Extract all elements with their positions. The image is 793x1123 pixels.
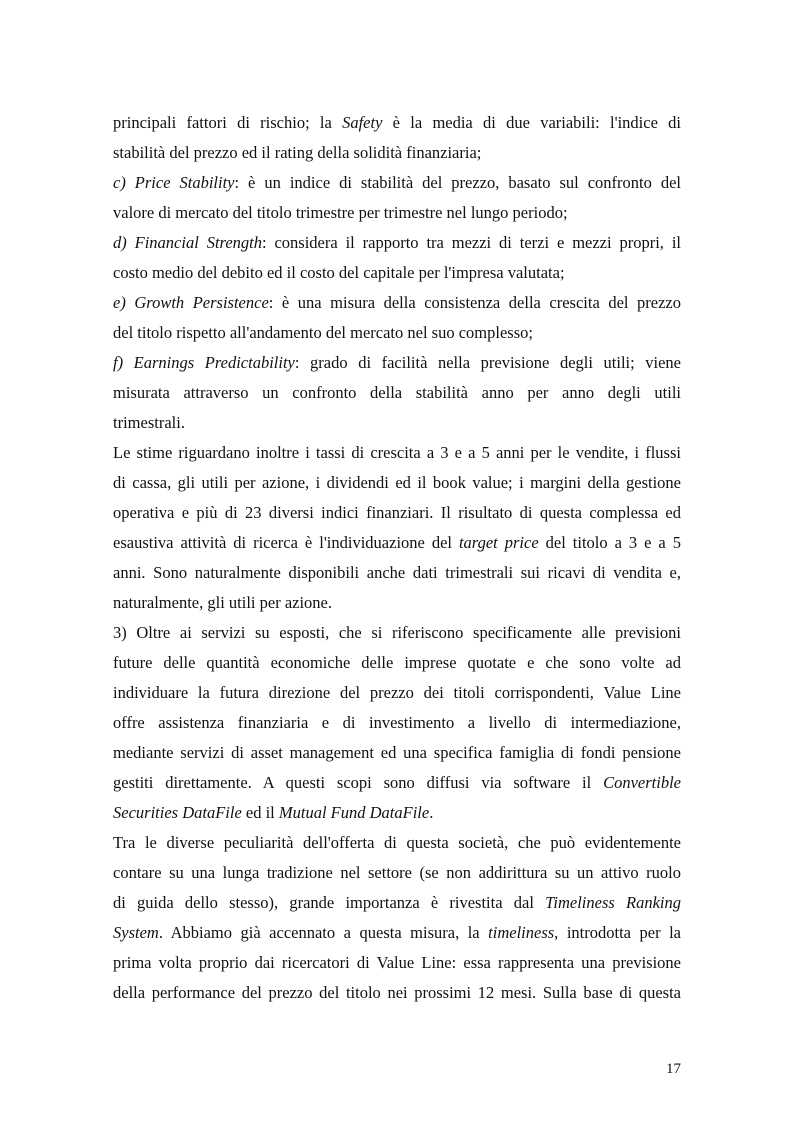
text-segment: della performance del prezzo del titolo nei prossimi 12 mesi. Sulla base di questa (113, 983, 681, 1002)
text-segment: offre assistenza finanziaria e di investimento a livello di intermediazione, (113, 713, 681, 732)
text-segment: : considera il rapporto tra mezzi di terzi e mezzi propri, il (262, 233, 681, 252)
text-line (113, 498, 681, 528)
text-line (113, 918, 681, 948)
text-segment: costo medio del debito ed il costo del capitale per l'impresa valutata; (113, 263, 565, 282)
text-line (113, 198, 681, 228)
italic-term: System (113, 923, 159, 942)
text-line (113, 108, 681, 138)
text-segment: individuare la futura direzione del prezzo dei titoli corrispondenti, Value Line (113, 683, 681, 702)
text-line (113, 348, 681, 378)
text-line (113, 288, 681, 318)
text-line (113, 978, 681, 1008)
text-segment: operativa e più di 23 diversi indici finanziari. Il risultato di questa complessa ed (113, 503, 681, 522)
text-line (113, 558, 681, 588)
italic-term: Mutual Fund DataFile (278, 803, 430, 822)
text-line (113, 318, 681, 348)
text-segment: : è una misura della consistenza della crescita del prezzo (268, 293, 681, 312)
text-line (113, 438, 681, 468)
text-segment: del titolo a 3 e a 5 (538, 533, 681, 552)
italic-term: timeliness (488, 923, 555, 942)
italic-term: Convertible (603, 773, 681, 792)
text-segment: misurata attraverso un confronto della stabilità anno per anno degli utili (113, 383, 681, 402)
text-line (113, 528, 681, 558)
text-segment: trimestrali. (113, 413, 185, 432)
text-segment: principali fattori di rischio; la (113, 113, 343, 132)
text-line (113, 138, 681, 168)
text-segment: : è un indice di stabilità del prezzo, basato sul confronto del (234, 173, 681, 192)
text-line (113, 258, 681, 288)
text-segment: naturalmente, gli utili per azione. (113, 593, 333, 612)
text-segment: : grado di facilità nella previsione degli utili; viene (294, 353, 681, 372)
text-segment: esaustiva attività di ricerca è l'individuazione del (113, 533, 459, 552)
text-line (113, 228, 681, 258)
text-line (113, 768, 681, 798)
text-segment: di guida dello stesso), grande importanza è rivestita dal (113, 893, 546, 912)
text-line (113, 828, 681, 858)
text-line (113, 678, 681, 708)
italic-term: Safety (342, 113, 383, 132)
text-segment: valore di mercato del titolo trimestre per trimestre nel lungo periodo; (113, 203, 568, 222)
text-segment: prima volta proprio dai ricercatori di Value Line: essa rappresenta una previsione (113, 953, 681, 972)
text-line (113, 378, 681, 408)
text-segment: 3) Oltre ai servizi su esposti, che si riferiscono specificamente alle previsioni (113, 623, 681, 642)
text-segment: mediante servizi di asset management ed una specifica famiglia di fondi pensione (113, 743, 681, 762)
text-line (113, 888, 681, 918)
text-segment: future delle quantità economiche delle imprese quotate e che sono volte ad (113, 653, 681, 672)
text-segment: di cassa, gli utili per azione, i dividendi ed il book value; i margini della gestione (113, 473, 681, 492)
page-number: 17 (666, 1061, 681, 1077)
italic-term: Timeliness Ranking (545, 893, 681, 912)
text-segment: gestiti direttamente. A questi scopi sono diffusi via software il (113, 773, 604, 792)
italic-term: f) Earnings Predictability (113, 353, 295, 372)
text-segment: . (429, 803, 434, 822)
text-line (113, 708, 681, 738)
italic-term: c) Price Stability (113, 173, 235, 192)
italic-term: e) Growth Persistence (113, 293, 269, 312)
text-segment: anni. Sono naturalmente disponibili anche dati trimestrali sui ricavi di vendita e, (113, 563, 681, 582)
text-segment: stabilità del prezzo ed il rating della solidità finanziaria; (113, 143, 482, 162)
text-line (113, 858, 681, 888)
italic-term: target price (458, 533, 539, 552)
text-segment: , introdotta per la (554, 923, 681, 942)
text-segment: Tra le diverse peculiarità dell'offerta di questa società, che può evidentemente (113, 833, 681, 852)
text-line (113, 648, 681, 678)
text-segment: . Abbiamo già accennato a questa misura, la (158, 923, 489, 942)
body-text (113, 108, 681, 1008)
text-line (113, 948, 681, 978)
italic-term: Securities DataFile (113, 803, 242, 822)
text-line (113, 168, 681, 198)
text-segment: Le stime riguardano inoltre i tassi di crescita a 3 e a 5 anni per le vendite, i flussi (113, 443, 681, 462)
text-line (113, 798, 681, 828)
italic-term: d) Financial Strength (113, 233, 262, 252)
text-line (113, 738, 681, 768)
text-line (113, 468, 681, 498)
text-line (113, 408, 681, 438)
text-segment: è la media di due variabili: l'indice di (382, 113, 681, 132)
text-line (113, 618, 681, 648)
text-line (113, 588, 681, 618)
text-segment: ed il (241, 803, 279, 822)
text-segment: contare su una lunga tradizione nel settore (se non addirittura su un attivo ruolo (113, 863, 681, 882)
text-segment: del titolo rispetto all'andamento del mercato nel suo complesso; (113, 323, 533, 342)
